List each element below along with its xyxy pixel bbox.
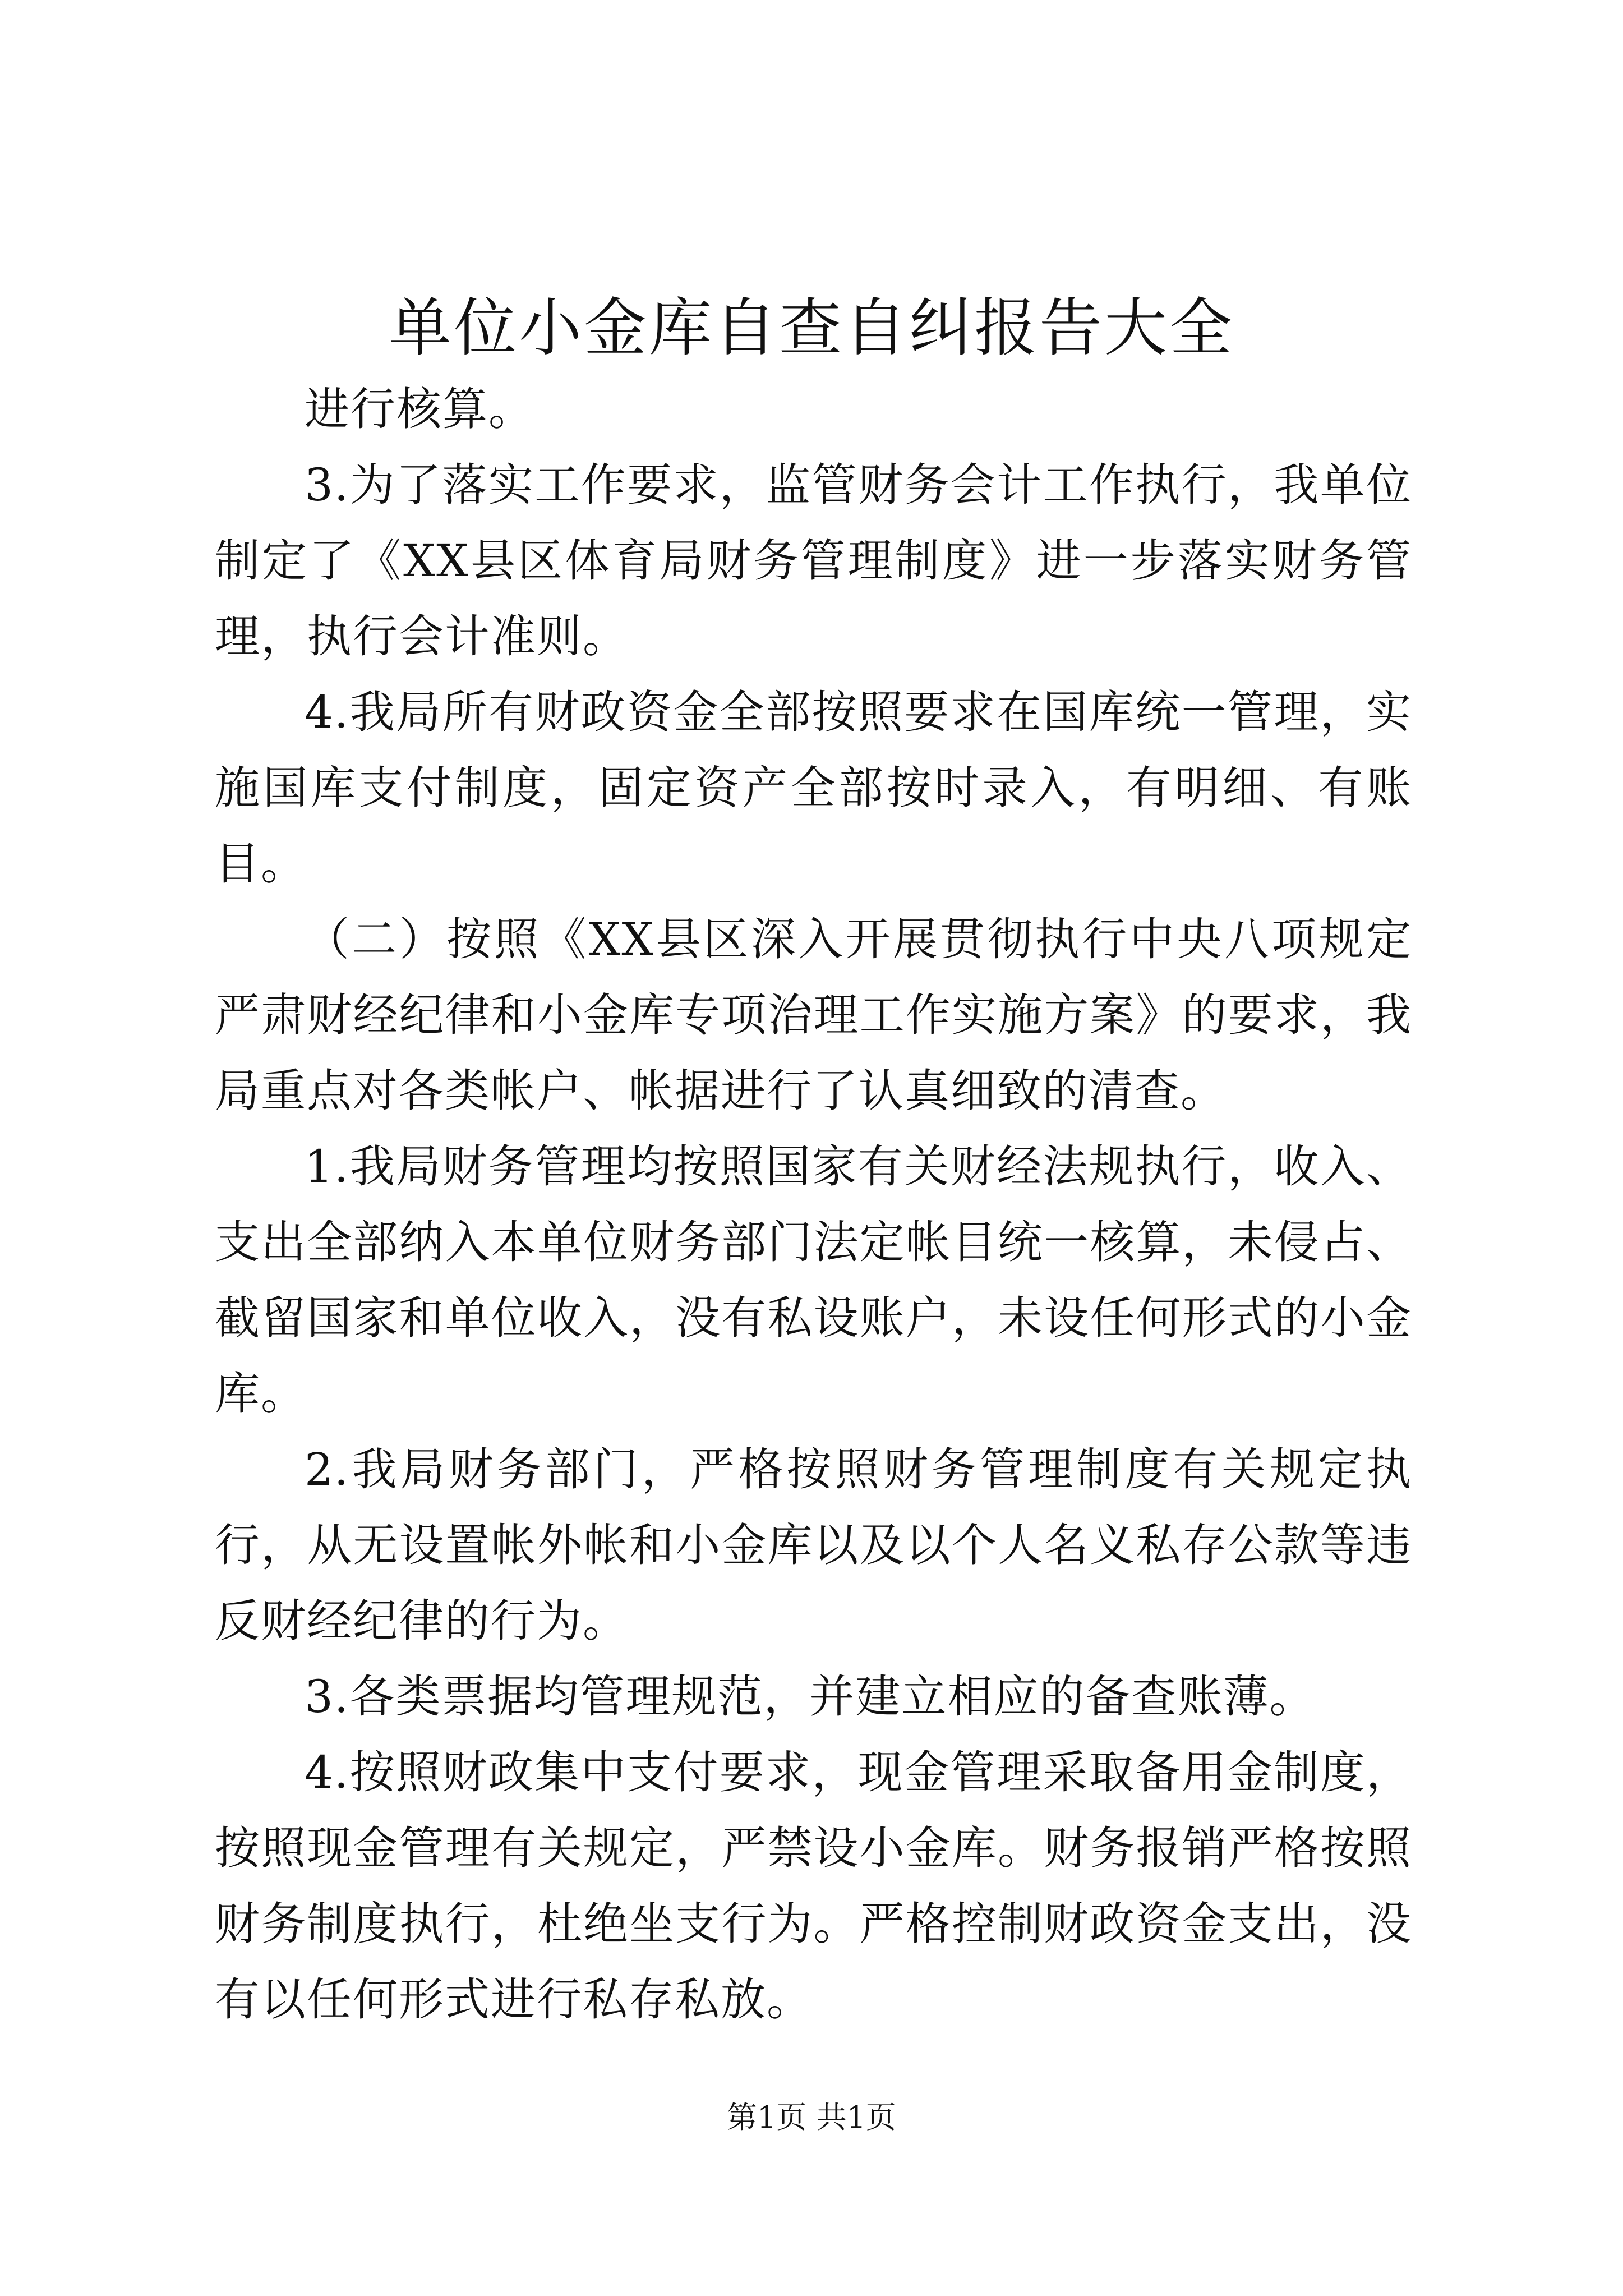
paragraph-3: 4.我局所有财政资金全部按照要求在国库统一管理，实施国库支付制度，固定资产全部按时录入，有明细、有账目。 — [215, 686, 1412, 890]
paragraph-5: 1.我局财务管理均按照国家有关财经法规执行，收入、支出全部纳入本单位财务部门法定帐目统一核算，未侵占、截留国家和单位收入，没有私设账户，未设任何形式的小金库。 — [215, 1140, 1412, 1420]
paragraph-6: 2.我局财务部门，严格按照财务管理制度有关规定执行，从无设置帐外帐和小金库以及以个人名义私存公款等违反财经纪律的行为。 — [215, 1443, 1412, 1647]
paragraph-8: 4.按照财政集中支付要求，现金管理采取备用金制度，按照现金管理有关规定，严禁设小金库。财务报销严格按照财务制度执行，杜绝坐支行为。严格控制财政资金支出，没有以任何形式进行私存私放。 — [215, 1746, 1412, 2026]
paragraph-2: 3.为了落实工作要求，监管财务会计工作执行，我单位制定了《XX县区体育局财务管理制度》进一步落实财务管理，执行会计准则。 — [215, 459, 1412, 662]
document-title: 单位小金库自查自纠报告大全 — [389, 292, 1234, 365]
paragraph-1: 进行核算。 — [305, 383, 534, 435]
paragraph-4: （二）按照《XX县区深入开展贯彻执行中央八项规定严肃财经纪律和小金库专项治理工作实施方案》的要求，我局重点对各类帐户、帐据进行了认真细致的清查。 — [215, 913, 1412, 1117]
document-body — [215, 371, 1412, 2037]
page-footer: 第1页 共1页 — [727, 2100, 896, 2135]
paragraph-7: 3.各类票据均管理规范，并建立相应的备查账薄。 — [305, 1671, 1316, 1723]
